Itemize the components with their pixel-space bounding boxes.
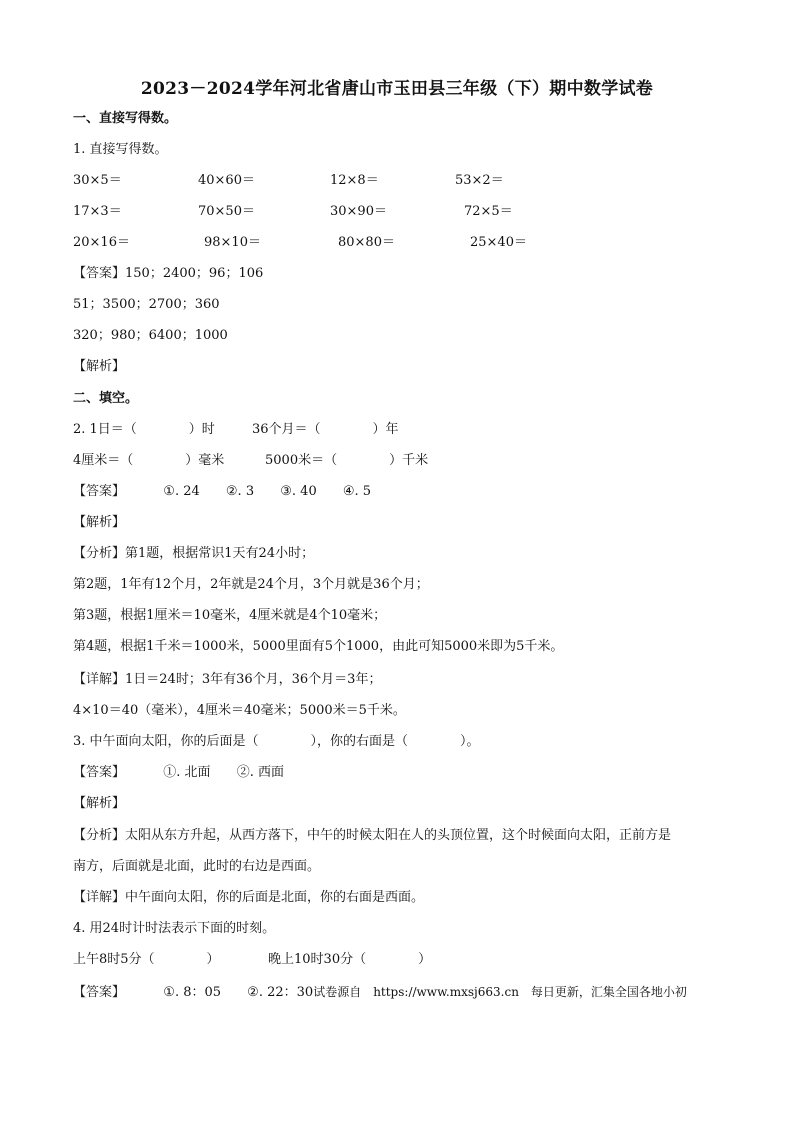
q4-line-b: 晚上10时30分（ ） xyxy=(268,952,432,967)
answer-item: ③. 40 xyxy=(280,484,317,499)
q3-answer xyxy=(73,764,306,782)
answer-tag: 【答案】 xyxy=(73,985,126,1000)
answer-item: ④. 5 xyxy=(342,484,372,499)
answer-item: ②. 22：30 xyxy=(247,985,314,1000)
q4-prompt: 4. 用24时计时法表示下面的时刻。 xyxy=(73,921,276,936)
fenxi-line: 第4题，根据1千米＝1000米，5000里面有5个1000，由此可知5000米即为5千米。 xyxy=(73,639,564,654)
calc-item: 30×90＝ xyxy=(330,204,387,219)
answer-line: 150；2400；96；106 xyxy=(125,266,264,281)
xiangjie-text: 中午面向太阳，你的后面是北面，你的右面是西面。 xyxy=(125,890,425,905)
fenxi-tag: 【分析】 xyxy=(73,828,126,843)
q2-xiangjie xyxy=(73,671,381,689)
answer-tag: 【答案】 xyxy=(73,484,126,499)
fenxi-line: 南方，后面就是北面，此时的右边是西面。 xyxy=(73,859,321,874)
calc-item: 70×50＝ xyxy=(198,204,255,219)
section2-heading: 二、填空。 xyxy=(73,391,139,406)
calc-item: 72×5＝ xyxy=(464,204,513,219)
answer-line: 51；3500；2700；360 xyxy=(73,297,220,312)
q4-line-a: 上午8时5分（ ） xyxy=(73,952,220,967)
q1-prompt: 1. 直接写得数。 xyxy=(73,142,168,157)
xiangjie-tag: 【详解】 xyxy=(73,672,126,687)
calc-item: 20×16＝ xyxy=(73,235,130,250)
q1-answer xyxy=(73,265,263,283)
xiangjie-text: 1日＝24时；3年有36个月，36个月＝3年； xyxy=(125,672,382,687)
calc-item: 40×60＝ xyxy=(198,173,255,188)
page-title: 2023－2024学年河北省唐山市玉田县三年级（下）期中数学试卷 xyxy=(140,79,654,99)
fenxi-text: 太阳从东方升起，从西方落下，中午的时候太阳在人的头顶位置，这个时候面向太阳，正前方是 xyxy=(125,828,672,843)
answer-tag: 【答案】 xyxy=(73,266,126,281)
calc-item: 80×80＝ xyxy=(338,235,395,250)
fenxi-tag: 【分析】 xyxy=(73,546,126,561)
fenxi-line: 第3题，根据1厘米＝10毫米，4厘米就是4个10毫米； xyxy=(73,608,387,623)
q2-line1-a: 2. 1日＝（ ）时 xyxy=(73,422,215,437)
q2-line1-b: 36个月＝（ ）年 xyxy=(252,422,399,437)
q4-answer xyxy=(73,983,687,1002)
analysis-tag: 【解析】 xyxy=(73,359,126,374)
calc-item: 17×3＝ xyxy=(73,204,122,219)
q3-prompt: 3. 中午面向太阳，你的后面是（ ），你的右面是（ ）。 xyxy=(73,734,480,749)
analysis-tag: 【解析】 xyxy=(73,515,126,530)
xiangjie-line: 4×10＝40（毫米），4厘米＝40毫米；5000米＝5千米。 xyxy=(73,703,406,718)
xiangjie-tag: 【详解】 xyxy=(73,890,126,905)
answer-item: ②. 3 xyxy=(225,484,255,499)
q2-fenxi xyxy=(73,545,314,563)
answer-item: ①. 8：05 xyxy=(163,985,222,1000)
q2-line2-b: 5000米＝（ ）千米 xyxy=(265,453,429,468)
q3-fenxi xyxy=(73,827,671,845)
answer-item: ①. 24 xyxy=(163,484,200,499)
watermark-text: 试卷源自 https://www.mxsj663.cn 每日更新，汇集全国各地小初 xyxy=(313,985,687,999)
calc-item: 98×10＝ xyxy=(204,235,261,250)
answer-tag: 【答案】 xyxy=(73,765,126,780)
fenxi-text: 第1题，根据常识1天有24小时； xyxy=(125,546,315,561)
answer-item: ①. 北面 xyxy=(163,765,211,780)
q2-line2-a: 4厘米＝（ ）毫米 xyxy=(73,453,225,468)
analysis-tag: 【解析】 xyxy=(73,796,126,811)
calc-item: 53×2＝ xyxy=(455,173,504,188)
calc-item: 25×40＝ xyxy=(470,235,527,250)
answer-item: ②. 西面 xyxy=(236,765,284,780)
calc-item: 30×5＝ xyxy=(73,173,122,188)
calc-item: 12×8＝ xyxy=(330,173,379,188)
fenxi-line: 第2题，1年有12个月，2年就是24个月，3个月就是36个月； xyxy=(73,577,429,592)
section1-heading: 一、直接写得数。 xyxy=(73,111,178,126)
q2-answer xyxy=(73,483,393,501)
q3-xiangjie xyxy=(73,889,424,907)
answer-line: 320；980；6400；1000 xyxy=(73,328,228,343)
